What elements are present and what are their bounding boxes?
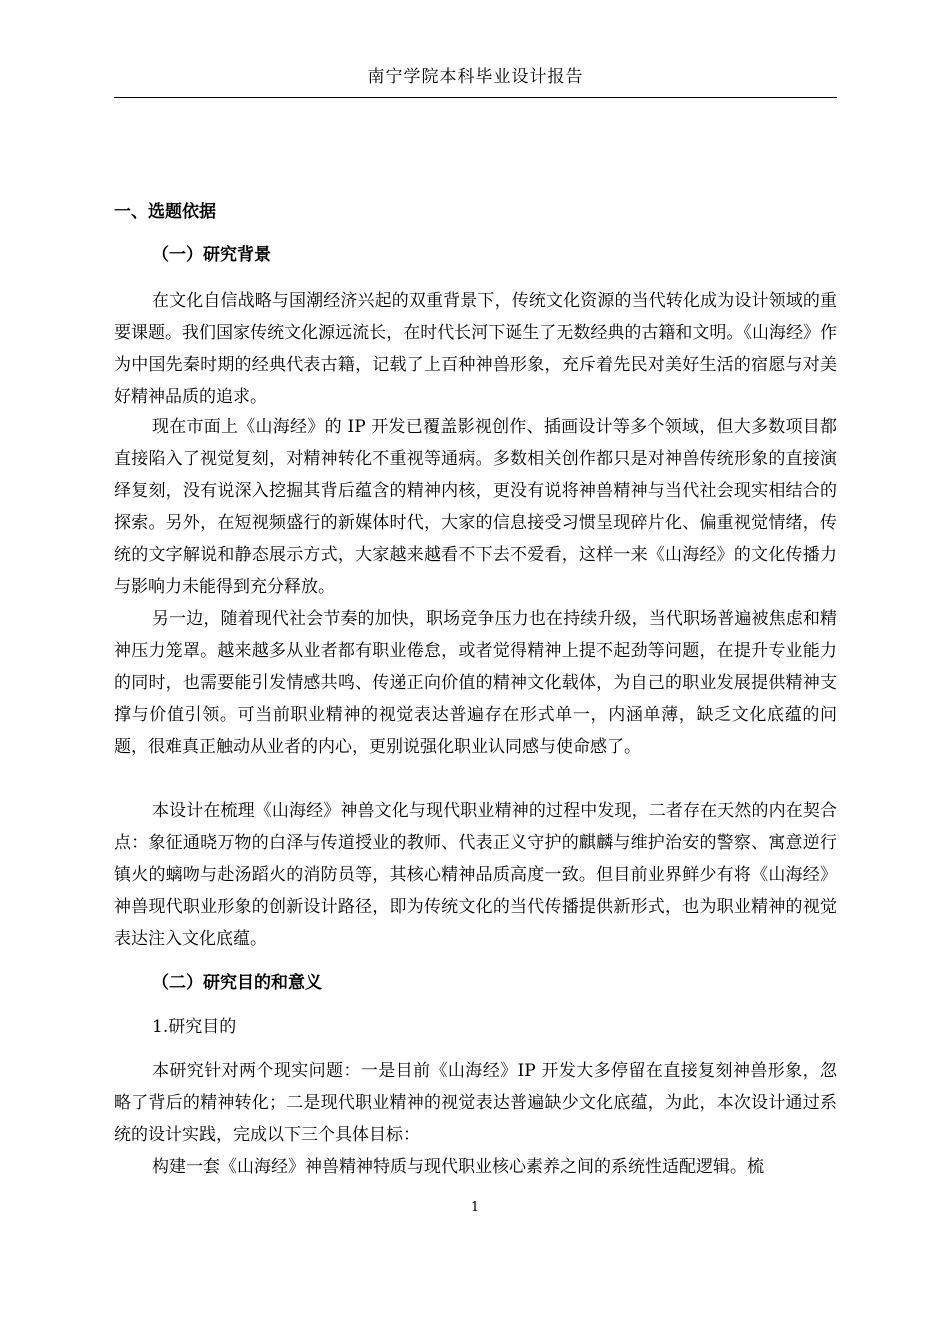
paragraph: 另一边，随着现代社会节奏的加快，职场竞争压力也在持续升级，当代职场普遍被焦虑和精神压力笼罩。越来越多从业者都有职业倦怠，或者觉得精神上提不起劲等问题，在提升专业能力的同时，也需要能引发情感共鸣、传递正向价值的精神文化载体，为自己的职业发展提供精神支撑与价值引领。可当前职业精神的视觉表达普遍存在形式单一，内涵单薄，缺乏文化底蕴的问题，很难真正触动从业者的内心，更别说强化职业认同感与使命感了。 [114, 609, 837, 757]
sub-heading-purpose: 1.研究目的 [152, 1017, 237, 1037]
page-header: 南宁学院本科毕业设计报告 [114, 62, 837, 98]
paragraph: 现在市面上《山海经》的 IP 开发已覆盖影视创作、插画设计等多个领域，但大多数项目都直接陷入了视觉复刻，对精神转化不重视等通病。多数相关创作都只是对神兽传统形象的直接演绎复刻，没有说深入挖掘其背后蕴含的精神内核，更没有说将神兽精神与当代社会现实相结合的探索。另外，在短视频盛行的新媒体时代，大家的信息接受习惯呈现碎片化、偏重视觉情绪，传统的文字解说和静态展示方式，大家越来越看不下去不爱看，这样一来《山海经》的文化传播力与影响力未能得到充分释放。 [114, 417, 837, 597]
page-number: 1 [470, 1200, 480, 1215]
subsection-title-background: （一）研究背景 [152, 245, 271, 265]
paragraph: 本研究针对两个现实问题：一是目前《山海经》IP 开发大多停留在直接复刻神兽形象，忽略了背后的精神转化；二是现代职业精神的视觉表达普遍缺少文化底蕴，为此，本次设计通过系统的设计实践，完成以下三个具体目标： [114, 1061, 837, 1145]
paragraph: 在文化自信战略与国潮经济兴起的双重背景下，传统文化资源的当代转化成为设计领域的重要课题。我们国家传统文化源远流长，在时代长河下诞生了无数经典的古籍和文明。《山海经》作为中国先秦时期的经典代表古籍，记载了上百种神兽形象，充斥着先民对美好生活的宿愿与对美好精神品质的追求。 [114, 291, 837, 407]
paragraph: 构建一套《山海经》神兽精神特质与现代职业核心素养之间的系统性适配逻辑。梳 [152, 1157, 764, 1177]
section-title: 一、选题依据 [114, 202, 216, 222]
paragraph: 本设计在梳理《山海经》神兽文化与现代职业精神的过程中发现，二者存在天然的内在契合点：象征通晓万物的白泽与传道授业的教师、代表正义守护的麒麟与维护治安的警察、寓意逆行镇火的螭吻与赴汤蹈火的消防员等，其核心精神品质高度一致。但目前业界鲜少有将《山海经》神兽现代职业形象的创新设计路径，即为传统文化的当代传播提供新形式，也为职业精神的视觉表达注入文化底蕴。 [114, 801, 837, 949]
subsection-title-purpose: （二）研究目的和意义 [152, 973, 322, 993]
